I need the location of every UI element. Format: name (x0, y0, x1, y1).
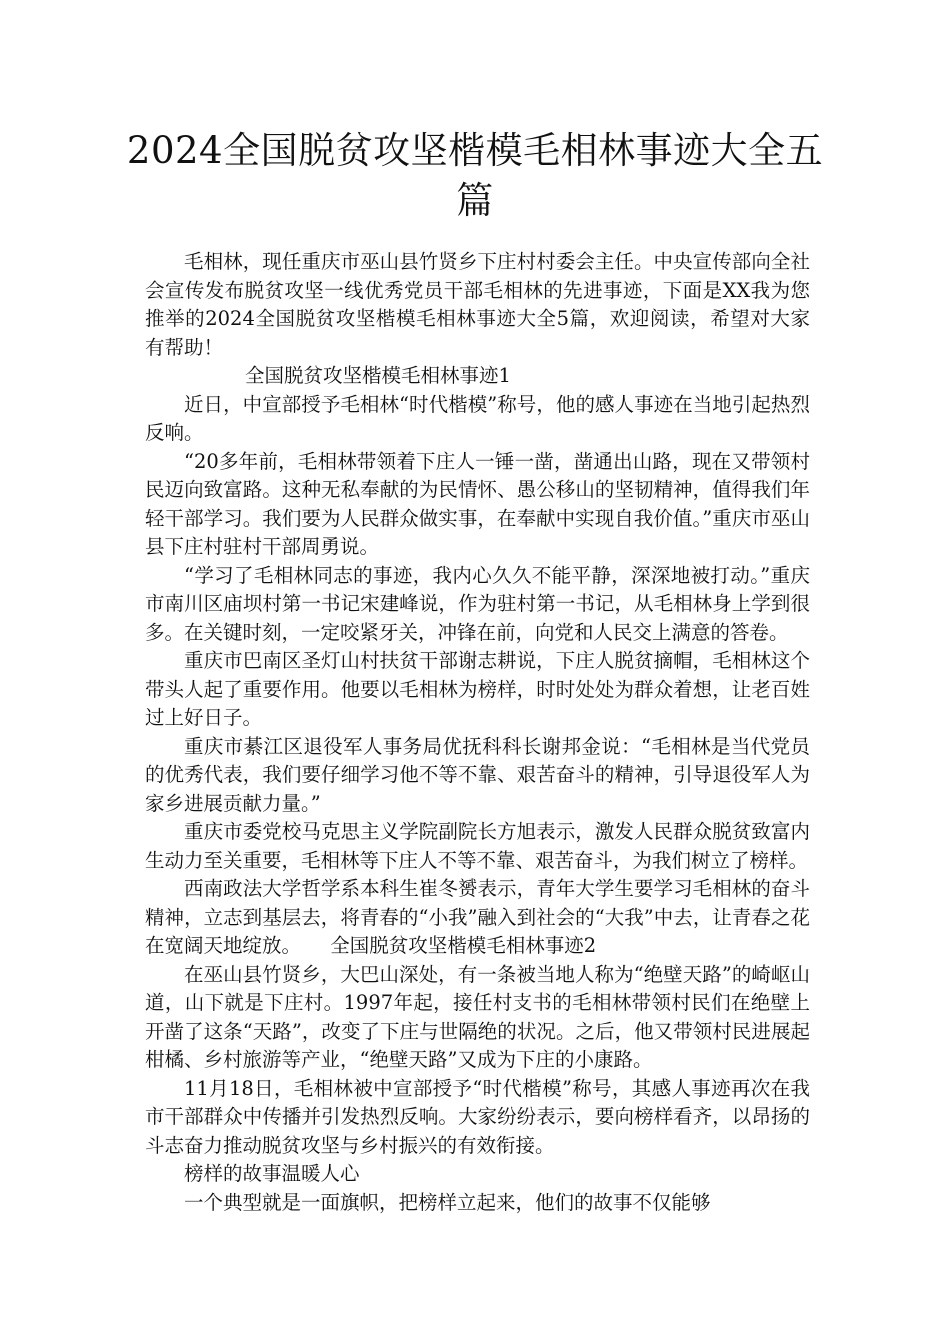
paragraph: 重庆市綦江区退役军人事务局优抚科科长谢邦金说：“毛相林是当代党员的优秀代表，我们要仔细学习他不等不靠、艰苦奋斗的精神，引导退役军人为家乡进展贡献力量。” (145, 734, 810, 815)
paragraph: 近日，中宣部授予毛相林“时代楷模”称号，他的感人事迹在当地引起热烈反响。 (145, 392, 810, 444)
section-heading-1: 全国脱贫攻坚楷模毛相林事迹1 (245, 364, 511, 387)
paragraph: 重庆市巴南区圣灯山村扶贫干部谢志耕说，下庄人脱贫摘帽，毛相林这个带头人起了重要作用。他要以毛相林为榜样，时时处处为群众着想，让老百姓过上好日子。 (145, 649, 810, 729)
paragraph: 一个典型就是一面旗帜，把榜样立起来，他们的故事不仅能够 (184, 1190, 711, 1214)
document-body (145, 248, 810, 1217)
paragraph: 在巫山县竹贤乡，大巴山深处，有一条被当地人称为“绝壁天路”的崎岖山道，山下就是下庄村。1997年起，接任村支书的毛相林带领村民们在绝壁上开凿了这条“天路”，改变了下庄与世隔绝的状况。之后，他又带领村民进展起柑橘、乡村旅游等产业，“绝壁天路”又成为下庄的小康路。 (145, 962, 810, 1071)
paragraph: 重庆市委党校马克思主义学院副院长方旭表示，激发人民群众脱贫致富内生动力至关重要，毛相林等下庄人不等不靠、艰苦奋斗，为我们树立了榜样。 (145, 820, 810, 872)
paragraph: 西南政法大学哲学系本科生崔冬赟表示，青年大学生要学习毛相林的奋斗精神，立志到基层去，将青春的“小我”融入到社会的“大我”中去，让青春之花在宽阔天地绽放。 全国脱贫攻坚楷模毛相林事迹2 (145, 877, 810, 957)
subheading: 榜样的故事温暖人心 (184, 1162, 360, 1185)
paragraph: “20多年前，毛相林带领着下庄人一锤一凿，凿通出山路，现在又带领村民迈向致富路。这种无私奉献的为民情怀、愚公移山的坚韧精神，值得我们年轻干部学习。我们要为人民群众做实事，在奉献中实现自我价值。”重庆市巫山县下庄村驻村干部周勇说。 (145, 449, 810, 558)
paragraph: 11月18日，毛相林被中宣部授予“时代楷模”称号，其感人事迹再次在我市干部群众中传播并引发热烈反响。大家纷纷表示，要向榜样看齐，以昂扬的斗志奋力推动脱贫攻坚与乡村振兴的有效衔接。 (145, 1076, 810, 1157)
intro-paragraph: 毛相林，现任重庆市巫山县竹贤乡下庄村村委会主任。中央宣传部向全社会宣传发布脱贫攻坚一线优秀党员干部毛相林的先进事迹，下面是XX我为您推举的2024全国脱贫攻坚楷模毛相林事迹大全5篇，欢迎阅读，希望对大家有帮助！ (145, 250, 810, 359)
document-title: 2024全国脱贫攻坚楷模毛相林事迹大全五篇 (126, 129, 824, 222)
paragraph: “学习了毛相林同志的事迹，我内心久久不能平静，深深地被打动。”重庆市南川区庙坝村第一书记宋建峰说，作为驻村第一书记，从毛相林身上学到很多。在关键时刻，一定咬紧牙关，冲锋在前，向党和人民交上满意的答卷。 (145, 563, 810, 644)
